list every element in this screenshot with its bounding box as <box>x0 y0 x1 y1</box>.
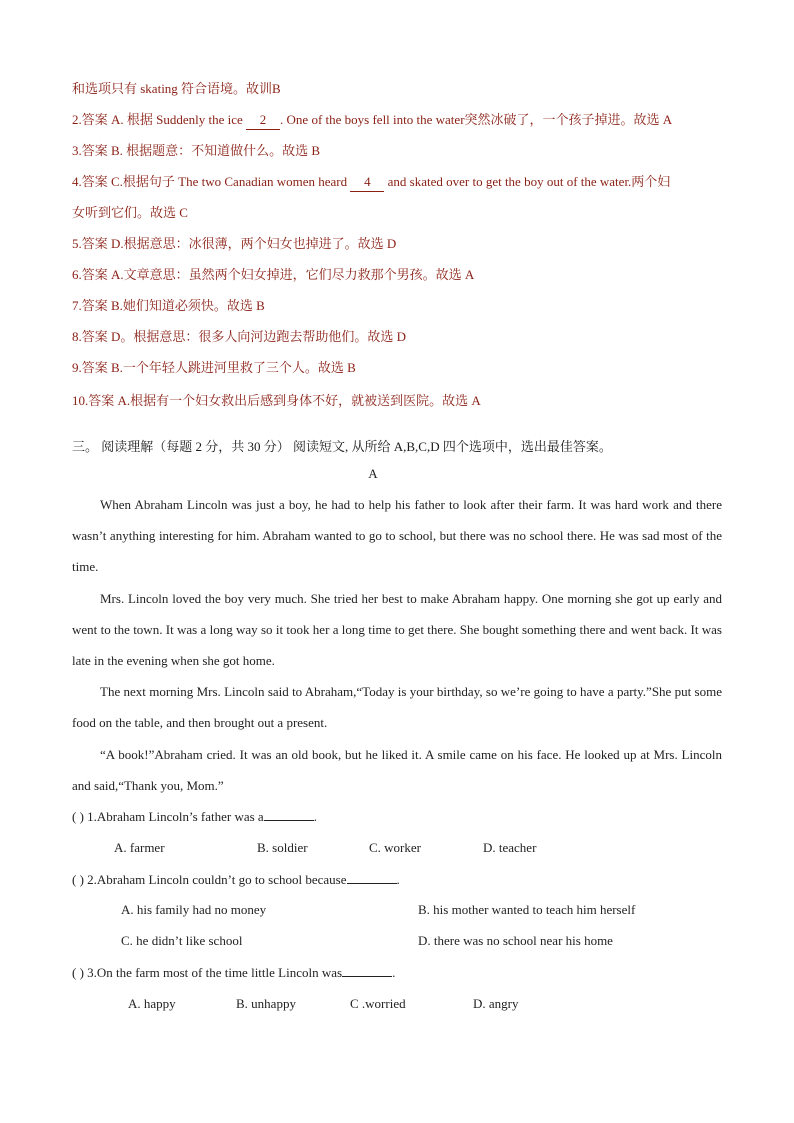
question-2-option-d[interactable]: D. there was no school near his home <box>418 933 613 948</box>
question-1-stem: 1.Abraham Lincoln’s father was a <box>87 809 264 824</box>
answer-paren[interactable]: ( ) <box>72 872 84 887</box>
question-3-option-c[interactable]: C .worried <box>350 996 406 1011</box>
question-3-stem: 3.On the farm most of the time little Lincoln was <box>87 965 343 980</box>
passage-paragraph-3: The next morning Mrs. Lincoln said to Abraham,“Today is your birthday, so we’re going to have a party.”She put some food on the table, and then brought out a present. <box>72 684 722 730</box>
answer-2-text-end: . One of the boys fell into the water突然冰破了，一个孩子掉进。故选 A <box>280 112 673 127</box>
answer-2-text: 2.答案 A. 根据 Suddenly the ice <box>72 112 247 127</box>
answer-2 <box>72 111 672 130</box>
question-3 <box>72 964 395 981</box>
question-3-end: . <box>392 965 396 980</box>
question-2-option-a[interactable]: A. his family had no money <box>121 902 267 917</box>
question-1 <box>72 808 317 825</box>
answer-6: 6.答案 A.文章意思：虽然两个妇女掉进，它们尽力救那个男孩。故选 A <box>72 267 475 282</box>
question-3-option-d[interactable]: D. angry <box>473 996 519 1011</box>
question-2-stem: 2.Abraham Lincoln couldn’t go to school because <box>87 872 347 887</box>
question-2-end: . <box>396 872 400 887</box>
answer-7: 7.答案 B.她们知道必须快。故选 B <box>72 298 265 313</box>
answer-9: 9.答案 B.一个年轻人跳进河里救了三个人。故选 B <box>72 360 356 375</box>
answer-4 <box>72 173 670 192</box>
answer-line-1-continued: 和选项只有 skating 符合语境。故训B <box>72 81 281 96</box>
section-heading: 三。 阅读理解（每题 2 分，共 30 分） 阅读短文, 从所给 A,B,C,D 四个选项中，选出最佳答案。 <box>72 439 612 454</box>
question-2-option-c[interactable]: C. he didn’t like school <box>121 933 243 948</box>
passage-label: A <box>368 466 378 481</box>
question-1-end: . <box>313 809 317 824</box>
passage-paragraph-4: “A book!”Abraham cried. It was an old book, but he liked it. A smile came on his face. He looked up at Mrs. Lincoln and said,“Thank you, Mom.” <box>72 747 722 793</box>
passage-paragraph-2: Mrs. Lincoln loved the boy very much. She tried her best to make Abraham happy. One morning she got up early and went to the town. It was a long way so it took her a long time to get there. She bought something there and went back. It was late in the evening when she got home. <box>72 591 722 668</box>
question-2-blank <box>347 871 397 884</box>
answer-paren[interactable]: ( ) <box>72 809 84 824</box>
question-3-option-a[interactable]: A. happy <box>128 996 176 1011</box>
question-1-option-b[interactable]: B. soldier <box>257 840 308 855</box>
question-1-option-d[interactable]: D. teacher <box>483 840 537 855</box>
question-3-option-b[interactable]: B. unhappy <box>236 996 296 1011</box>
question-1-option-c[interactable]: C. worker <box>369 840 421 855</box>
answer-8: 8.答案 D。根据意思：很多人向河边跑去帮助他们。故选 D <box>72 329 407 344</box>
answer-10: 10.答案 A.根据有一个妇女救出后感到身体不好，就被送到医院。故选 A <box>72 393 481 408</box>
question-3-blank <box>342 964 392 977</box>
question-2-option-b[interactable]: B. his mother wanted to teach him herself <box>418 902 636 917</box>
answer-4-text-end: and skated over to get the boy out of the water.两个妇 <box>384 174 671 189</box>
question-1-blank <box>264 808 314 821</box>
answer-4-text: 4.答案 C.根据句子 The two Canadian women heard <box>72 174 351 189</box>
answer-3: 3.答案 B. 根据题意：不知道做什么。故选 B <box>72 143 321 158</box>
answer-2-blank: 2 <box>246 111 280 130</box>
question-2 <box>72 871 400 888</box>
answer-5: 5.答案 D.根据意思：冰很薄，两个妇女也掉进了。故选 D <box>72 236 397 251</box>
answer-paren[interactable]: ( ) <box>72 965 84 980</box>
passage-paragraph-1: When Abraham Lincoln was just a boy, he had to help his father to look after their farm. It was hard work and there wasn’t anything interesting for him. Abraham wanted to go to school, but there was no school there. He was sad most of the time. <box>72 497 722 574</box>
answer-4-continued: 女听到它们。故选 C <box>72 205 188 220</box>
question-1-option-a[interactable]: A. farmer <box>114 840 165 855</box>
answer-4-blank: 4 <box>350 173 384 192</box>
